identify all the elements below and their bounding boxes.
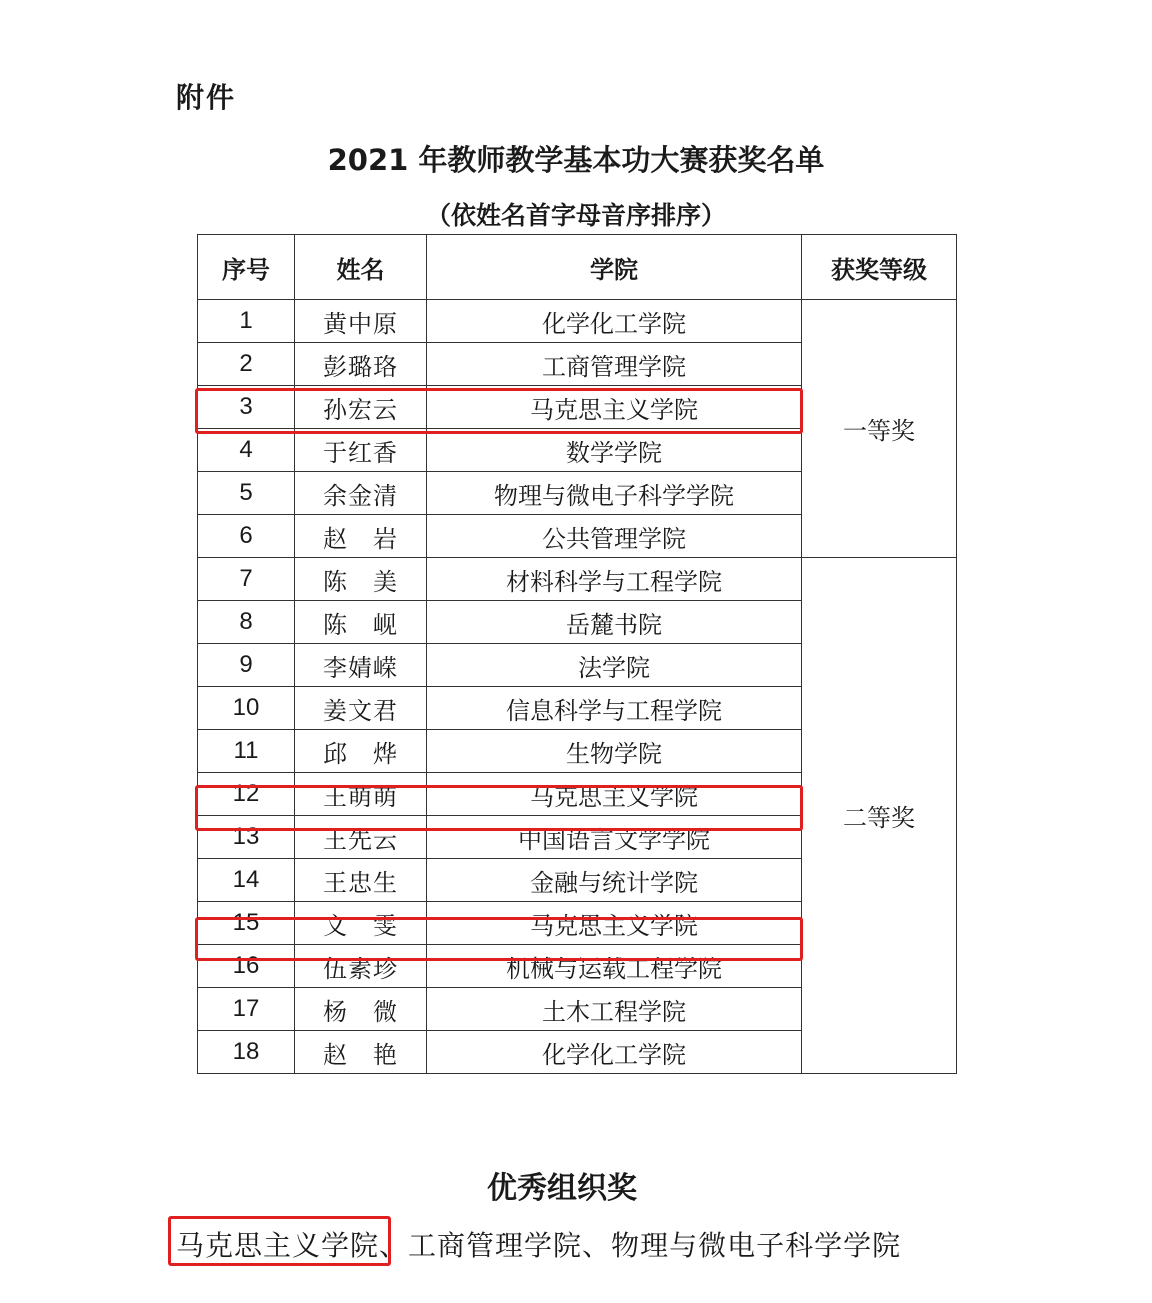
org-award-title: 优秀组织奖	[487, 1171, 637, 1206]
row-name: 彭璐珞	[295, 343, 427, 386]
org-award-college: 工商管理学院	[408, 1229, 583, 1262]
row-number: 11	[198, 730, 295, 773]
row-name: 陈 岘	[295, 601, 427, 644]
row-name: 姜文君	[295, 687, 427, 730]
header-college: 学院	[427, 235, 802, 300]
table-header-row	[198, 235, 957, 300]
row-number: 17	[198, 988, 295, 1031]
row-number: 10	[198, 687, 295, 730]
row-number: 4	[198, 429, 295, 472]
row-number: 9	[198, 644, 295, 687]
table-row	[198, 558, 957, 601]
row-college: 物理与微电子科学学院	[427, 472, 802, 515]
org-award-separator: 、	[379, 1229, 409, 1262]
row-college: 信息科学与工程学院	[427, 687, 802, 730]
row-number: 8	[198, 601, 295, 644]
row-college: 生物学院	[427, 730, 802, 773]
highlight-box-row-15	[195, 917, 803, 961]
row-college: 公共管理学院	[427, 515, 802, 558]
org-award-separator: 、	[582, 1229, 612, 1262]
row-name: 王先云	[295, 816, 427, 859]
row-college: 化学化工学院	[427, 1031, 802, 1074]
row-name: 伍素珍	[295, 945, 427, 988]
row-college: 金融与统计学院	[427, 859, 802, 902]
row-college: 中国语言文学学院	[427, 816, 802, 859]
row-number: 13	[198, 816, 295, 859]
row-name: 陈 美	[295, 558, 427, 601]
row-college: 数学学院	[427, 429, 802, 472]
row-name: 杨 微	[295, 988, 427, 1031]
row-name: 赵 岩	[295, 515, 427, 558]
table-row	[198, 300, 957, 343]
row-name: 李婧嵘	[295, 644, 427, 687]
row-number: 15	[198, 902, 295, 945]
header-number: 序号	[198, 235, 295, 300]
org-award-college: 物理与微电子科学学院	[611, 1229, 902, 1262]
document-title: 2021 年教师教学基本功大赛获奖名单	[327, 143, 825, 177]
highlight-box-row-12	[195, 785, 803, 831]
row-name: 孙宏云	[295, 386, 427, 429]
award-level-second: 二等奖	[802, 558, 957, 1074]
row-college: 化学化工学院	[427, 300, 802, 343]
row-college: 材料科学与工程学院	[427, 558, 802, 601]
row-name: 邱 烨	[295, 730, 427, 773]
row-name: 赵 艳	[295, 1031, 427, 1074]
document-subtitle: （依姓名首字母音序排序）	[425, 201, 726, 230]
row-college: 土木工程学院	[427, 988, 802, 1031]
row-number: 6	[198, 515, 295, 558]
row-college: 法学院	[427, 644, 802, 687]
row-number: 2	[198, 343, 295, 386]
row-college: 岳麓书院	[427, 601, 802, 644]
row-number: 12	[198, 773, 295, 816]
row-number: 3	[198, 386, 295, 429]
row-number: 7	[198, 558, 295, 601]
header-name: 姓名	[295, 235, 427, 300]
org-award-college: 马克思主义学院	[176, 1229, 380, 1262]
row-name: 王萌萌	[295, 773, 427, 816]
row-college: 马克思主义学院	[427, 386, 802, 429]
row-name: 余金清	[295, 472, 427, 515]
row-name: 黄中原	[295, 300, 427, 343]
row-college: 马克思主义学院	[427, 902, 802, 945]
row-number: 18	[198, 1031, 295, 1074]
row-name: 王忠生	[295, 859, 427, 902]
highlight-box-org-award	[168, 1216, 391, 1266]
row-number: 16	[198, 945, 295, 988]
row-college: 工商管理学院	[427, 343, 802, 386]
header-award-level: 获奖等级	[802, 235, 957, 300]
row-college: 机械与运载工程学院	[427, 945, 802, 988]
row-name: 于红香	[295, 429, 427, 472]
row-number: 5	[198, 472, 295, 515]
row-number: 14	[198, 859, 295, 902]
attachment-label: 附件	[176, 81, 237, 114]
award-level-first: 一等奖	[802, 300, 957, 558]
row-name: 文 雯	[295, 902, 427, 945]
row-number: 1	[198, 300, 295, 343]
row-college: 马克思主义学院	[427, 773, 802, 816]
highlight-box-row-3	[195, 388, 803, 434]
